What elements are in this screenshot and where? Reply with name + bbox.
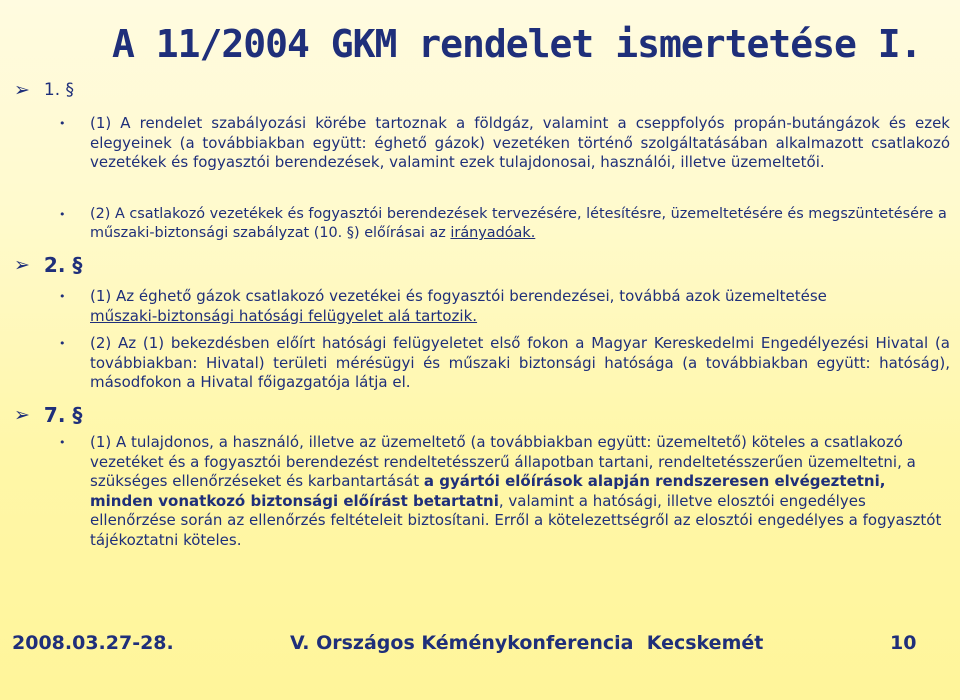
arrowhead-icon: ➢ (14, 404, 30, 426)
paragraph-text: (1) Az éghető gázok csatlakozó vezetékei és fogyasztói berendezései, továbbá azok üzemeltetése (90, 287, 827, 305)
paragraph-1-1 (59, 114, 950, 173)
section-label: 1. § (43, 80, 75, 100)
paragraph-text: (2) Az (1) bekezdésben előírt hatósági felügyeletet első fokon a Magyar Kereskedelmi Engedélyezési Hivatal (a továbbiakban: Hivatal) területi mérésügyi és műszaki biztonsági hatósága (a továbbiakban együtt: hatóság), másodfokon a Hivatal főigazgatója látja el. (90, 334, 950, 391)
section-heading-1 (14, 79, 74, 101)
arrowhead-icon: ➢ (14, 254, 30, 276)
paragraph-2-2 (59, 334, 950, 393)
paragraph-text: (1) A tulajdonos, a használó, illetve az üzemeltető (a továbbiakban együtt: üzemeltető) köteles a csatlakozó vezetéket és a fogyasztói berendezést rendeltetésszerű állapotban tartani, rendeltetésszerűen üzemeltetni, a szükséges ellenőrzéseket és karbantartását (90, 433, 916, 490)
paragraph-7-1 (59, 433, 950, 550)
bullet-dot-icon: • (59, 208, 66, 221)
bullet-dot-icon: • (59, 290, 66, 303)
section-heading-2 (14, 253, 82, 277)
paragraph-text: (1) A rendelet szabályozási körébe tartoznak a földgáz, valamint a cseppfolyós propán-butángázok és ezek elegyeinek (a továbbiakban együtt: éghető gázok) vezetéken történő szolgáltatásában alkalmazott csatlakozó vezetékek és fogyasztói berendezések, valamint ezek tulajdonosai, használói, illetve üzemeltetői. (90, 114, 950, 171)
bullet-dot-icon: • (59, 337, 66, 350)
bullet-dot-icon: • (59, 117, 66, 130)
bullet-dot-icon: • (59, 436, 66, 449)
underlined-text: irányadóak. (450, 225, 536, 241)
paragraph-text: , valamint a hatósági, illetve elosztói engedélyes ellenőrzése során az ellenőrzés feltételeit biztosítani. Erről a kötelezettségről az elosztói engedélyes a fogyasztót tájékoztatni köteles. (90, 491, 942, 549)
bold-text: a gyártói előírások alapján rendszeresen elvégeztetni, minden vonatkozó biztonsági előírást betartatni (90, 472, 886, 510)
section-heading-7 (14, 403, 82, 427)
footer-event: V. Országos Kéménykonferencia Kecskemét (290, 632, 764, 654)
underlined-text: műszaki-biztonsági hatósági felügyelet alá tartozik. (90, 306, 478, 325)
footer-page-number: 10 (890, 632, 917, 654)
paragraph-1-2 (59, 205, 950, 243)
section-label: 2. § (43, 253, 83, 277)
section-label: 7. § (43, 403, 83, 427)
paragraph-text: (2) A csatlakozó vezetékek és fogyasztói berendezések tervezésére, létesítésre, üzemeltetésére és megszüntetésére a műszaki-biztonsági szabályzat (10. §) előírásai az (90, 206, 947, 241)
page-title: A 11/2004 GKM rendelet ismertetése I. (112, 22, 922, 66)
arrowhead-icon: ➢ (14, 79, 30, 101)
paragraph-2-1 (59, 287, 950, 326)
footer-date: 2008.03.27-28. (12, 632, 174, 654)
